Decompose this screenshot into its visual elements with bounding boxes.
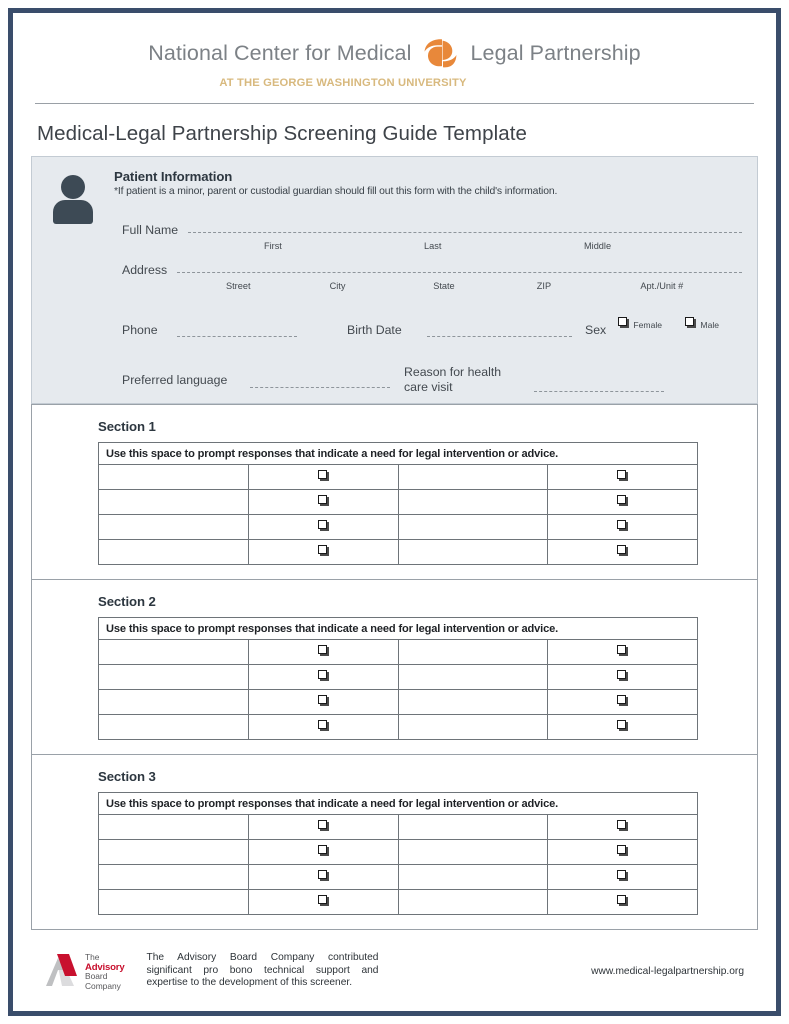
response-checkbox-cell-2[interactable] [548,665,698,690]
ab-line-the: The [85,952,100,962]
section-2-prompt: Use this space to prompt responses that indicate a need for legal intervention or advice. [99,618,698,640]
table-row [99,465,698,490]
response-checkbox-cell-1[interactable] [248,665,398,690]
checkbox-icon[interactable] [318,820,329,831]
document-footer [31,930,758,991]
response-cell-c[interactable] [398,640,548,665]
birth-date-label: Birth Date [347,323,402,337]
response-checkbox-cell-2[interactable] [548,715,698,740]
table-row [99,815,698,840]
sublabel-city: City [329,281,346,291]
section-2-title: Section 2 [98,594,156,609]
document-header [31,23,758,104]
sublabel-state: State [433,281,455,291]
response-cell-c[interactable] [398,840,548,865]
table-row [99,715,698,740]
response-checkbox-cell-2[interactable] [548,840,698,865]
response-cell-c[interactable] [398,540,548,565]
response-checkbox-cell-1[interactable] [248,690,398,715]
table-header-row [99,793,698,815]
response-checkbox-cell-1[interactable] [248,640,398,665]
response-checkbox-cell-1[interactable] [248,540,398,565]
sublabel-middle: Middle [584,241,612,251]
preferred-language-label: Preferred language [122,373,228,387]
response-cell-a[interactable] [99,840,249,865]
response-checkbox-cell-2[interactable] [548,465,698,490]
ab-line-advisory: Advisory [85,961,125,973]
response-checkbox-cell-2[interactable] [548,865,698,890]
checkbox-icon[interactable] [617,720,628,731]
table-row [99,865,698,890]
checkbox-icon[interactable] [318,470,329,481]
response-cell-c[interactable] [398,690,548,715]
response-cell-c[interactable] [398,715,548,740]
reason-label-line2: care visit [404,380,453,394]
birth-date-input[interactable] [427,336,572,337]
response-checkbox-cell-1[interactable] [248,865,398,890]
checkbox-icon[interactable] [318,720,329,731]
advisory-board-company-logo-icon [43,952,124,991]
checkbox-icon[interactable] [318,845,329,856]
address-label: Address [122,263,168,277]
table-header-row [99,618,698,640]
advisory-board-wordmark [85,952,124,991]
response-checkbox-cell-2[interactable] [548,490,698,515]
page-content [13,13,776,1011]
table-row [99,490,698,515]
response-checkbox-cell-2[interactable] [548,540,698,565]
section-3 [31,755,758,930]
full-name-input[interactable] [188,232,742,233]
response-cell-a[interactable] [99,665,249,690]
page-title: Medical-Legal Partnership Screening Guide Template [37,122,528,145]
response-checkbox-cell-2[interactable] [548,690,698,715]
response-cell-a[interactable] [99,715,249,740]
checkbox-icon[interactable] [617,695,628,706]
checkbox-icon[interactable] [685,317,696,328]
full-name-sublabels [264,241,744,251]
section-1 [31,404,758,580]
checkbox-icon[interactable] [617,495,628,506]
sublabel-zip: ZIP [536,281,552,291]
sublabel-first: First [264,241,282,251]
checkbox-icon[interactable] [617,520,628,531]
checkbox-icon[interactable] [318,895,329,906]
checkbox-icon[interactable] [318,520,329,531]
response-checkbox-cell-2[interactable] [548,815,698,840]
response-cell-a[interactable] [99,815,249,840]
section-3-title: Section 3 [98,769,156,784]
patient-icon-column [44,169,102,391]
person-icon [50,175,96,221]
response-cell-a[interactable] [99,490,249,515]
checkbox-icon[interactable] [318,495,329,506]
phone-birthdate-sex-row [122,319,752,355]
response-cell-c[interactable] [398,465,548,490]
org-name-left: National Center for Medical [148,41,412,65]
checkbox-icon[interactable] [318,670,329,681]
checkbox-icon[interactable] [318,695,329,706]
response-checkbox-cell-2[interactable] [548,515,698,540]
checkbox-icon[interactable] [617,645,628,656]
response-checkbox-cell-1[interactable] [248,490,398,515]
checkbox-icon[interactable] [617,670,628,681]
response-checkbox-cell-1[interactable] [248,815,398,840]
sublabel-apt-unit: Apt./Unit # [640,281,684,291]
footer-website-url[interactable]: www.medical-legalpartnership.org [591,966,744,977]
response-checkbox-cell-2[interactable] [548,890,698,915]
response-cell-a[interactable] [99,890,249,915]
response-checkbox-cell-1[interactable] [248,840,398,865]
language-reason-row [122,365,752,407]
checkbox-icon[interactable] [618,317,629,328]
full-name-label: Full Name [122,223,179,237]
checkbox-icon[interactable] [318,645,329,656]
section-2-table [98,617,698,740]
checkbox-icon[interactable] [617,820,628,831]
section-1-table [98,442,698,565]
response-cell-a[interactable] [99,640,249,665]
ab-line-board: Board [85,971,108,982]
response-checkbox-cell-1[interactable] [248,465,398,490]
response-checkbox-cell-2[interactable] [548,640,698,665]
response-cell-c[interactable] [398,890,548,915]
patient-fields [114,169,743,394]
ab-line-company: Company [85,980,121,991]
table-row [99,690,698,715]
patient-information-panel [31,156,758,404]
table-row [99,515,698,540]
response-cell-a[interactable] [99,865,249,890]
response-cell-c[interactable] [398,490,548,515]
response-checkbox-cell-1[interactable] [248,715,398,740]
table-row [99,840,698,865]
section-1-prompt: Use this space to prompt responses that indicate a need for legal intervention or advice. [99,443,698,465]
mlp-crescent-logo-icon [423,37,459,70]
section-2 [31,580,758,755]
address-row [122,263,742,277]
checkbox-icon[interactable] [617,895,628,906]
table-row [99,665,698,690]
response-cell-c[interactable] [398,865,548,890]
header-divider [35,103,754,104]
checkbox-icon[interactable] [617,845,628,856]
sex-option-female[interactable] [617,315,663,333]
table-row [99,890,698,915]
reason-for-visit-label [404,365,501,395]
address-input[interactable] [177,272,742,273]
sex-option-female-label: Female [633,320,663,330]
full-name-row [122,223,742,237]
sublabel-street: Street [226,281,251,291]
response-cell-c[interactable] [398,665,548,690]
advisory-board-mark-icon [43,952,81,988]
sex-label: Sex [585,323,607,337]
org-affiliation: AT THE GEORGE WASHINGTON UNIVERSITY [219,77,467,89]
response-cell-a[interactable] [99,465,249,490]
phone-input[interactable] [177,336,297,337]
response-checkbox-cell-1[interactable] [248,515,398,540]
sex-option-male[interactable] [679,315,725,333]
response-cell-a[interactable] [99,690,249,715]
patient-information-heading: Patient Information [114,169,233,184]
phone-label: Phone [122,323,158,337]
response-checkbox-cell-1[interactable] [248,890,398,915]
response-cell-a[interactable] [99,515,249,540]
reason-label-line1: Reason for health [404,365,502,379]
table-row [99,640,698,665]
preferred-language-input[interactable] [250,387,390,388]
org-name-right: Legal Partnership [470,41,641,65]
section-1-title: Section 1 [98,419,156,434]
section-3-table [98,792,698,915]
reason-for-visit-input[interactable] [534,391,664,392]
sex-option-male-label: Male [700,320,720,330]
checkbox-icon[interactable] [318,545,329,556]
table-header-row [99,443,698,465]
response-cell-c[interactable] [398,515,548,540]
organization-logotype [31,37,758,70]
response-cell-c[interactable] [398,815,548,840]
address-sublabels [226,281,744,291]
response-cell-a[interactable] [99,540,249,565]
sublabel-last: Last [424,241,442,251]
minor-guardian-note: *If patient is a minor, parent or custodial guardian should fill out this form with the child's information. [114,186,558,197]
section-3-prompt: Use this space to prompt responses that indicate a need for legal intervention or advice. [99,793,698,815]
footer-credit-text: The Advisory Board Company contributed significant pro bono technical support and expertise to the development of this screener. [146,952,379,989]
checkbox-icon[interactable] [617,545,628,556]
table-row [99,540,698,565]
checkbox-icon[interactable] [617,870,628,881]
checkbox-icon[interactable] [617,470,628,481]
checkbox-icon[interactable] [318,870,329,881]
